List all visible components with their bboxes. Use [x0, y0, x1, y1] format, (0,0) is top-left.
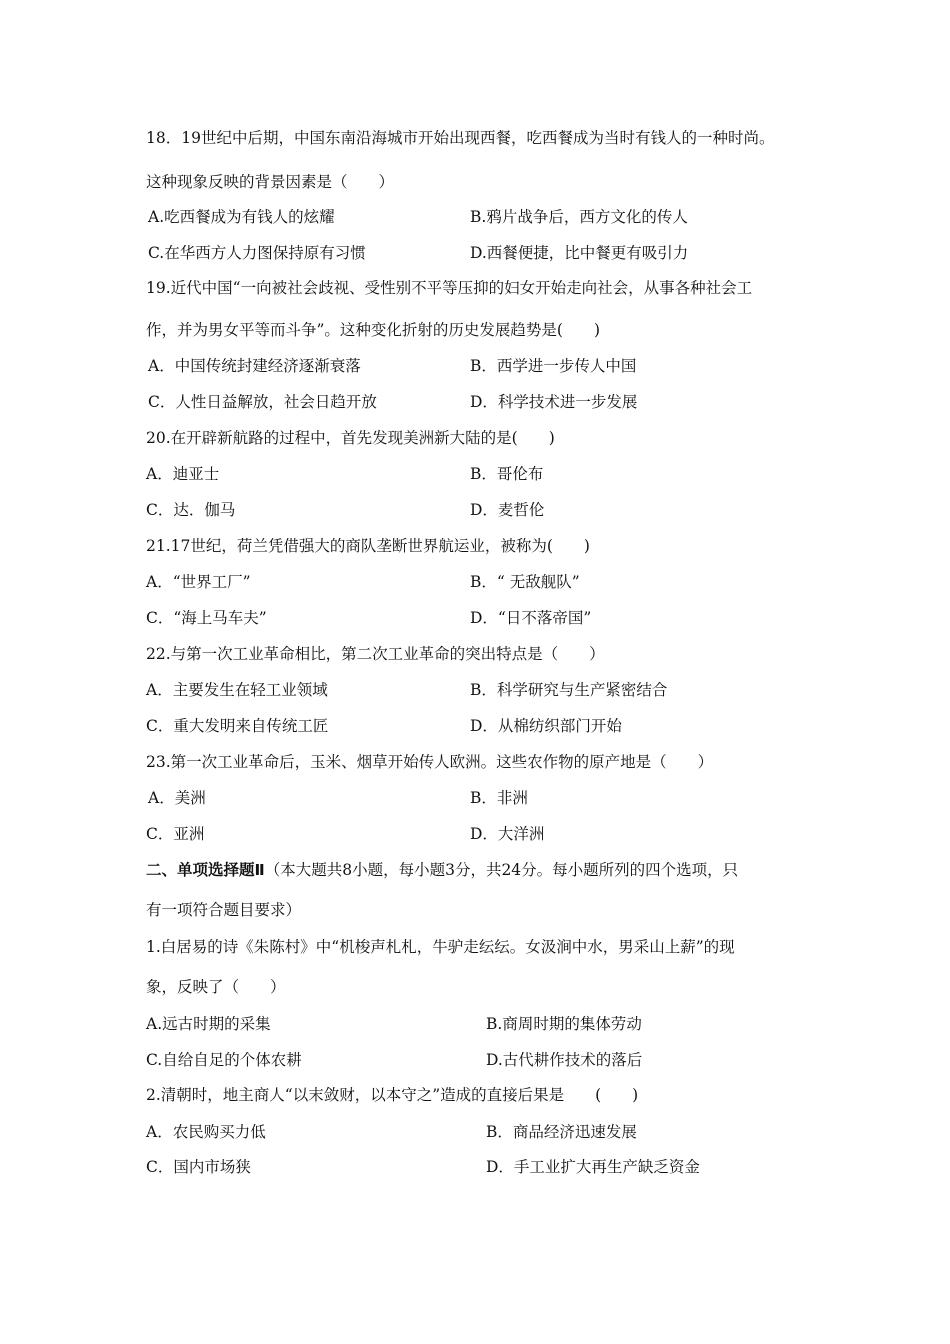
- part2-question-1-option-b: B.商周时期的集体劳动: [486, 1015, 642, 1033]
- question-18-option-a: A.吃西餐成为有钱人的炫耀: [148, 208, 335, 226]
- part2-question-1-option-a: A.远古时期的采集: [146, 1015, 271, 1033]
- question-23-option-b: B．非洲: [470, 789, 528, 807]
- question-19-option-c: C．人性日益解放，社会日趋开放: [148, 393, 377, 411]
- question-21-line-1: 21.17世纪，荷兰凭借强大的商队垄断世界航运业，被称为( ): [146, 537, 590, 555]
- question-19-option-b: B．西学进一步传人中国: [470, 357, 637, 375]
- section-2-description-line-2: 有一项符合题目要求）: [146, 901, 302, 919]
- part2-question-1-line-2: 象，反映了（ ）: [146, 978, 286, 996]
- part2-question-1-option-c: C.自给自足的个体农耕: [146, 1051, 302, 1069]
- section-2-description: （本大题共8小题，每小题3分，共24分。每小题所列的四个选项，只: [264, 861, 739, 879]
- question-20-option-b: B．哥伦布: [470, 465, 544, 483]
- question-20-option-d: D．麦哲伦: [470, 501, 545, 519]
- question-21-option-b: B．“ 无敌舰队”: [470, 573, 580, 591]
- question-19-line-2: 作，并为男女平等而斗争”。这种变化折射的历史发展趋势是( ): [146, 321, 601, 339]
- question-22-option-a: A．主要发生在轻工业领域: [146, 681, 328, 699]
- question-22-option-d: D．从棉纺织部门开始: [470, 717, 622, 735]
- question-23-option-c: C．亚洲: [146, 825, 205, 843]
- part2-question-2-option-d: D．手工业扩大再生产缺乏资金: [486, 1158, 700, 1176]
- question-23-line-1: 23.第一次工业革命后，玉米、烟草开始传人欧洲。这些农作物的原产地是（ ）: [146, 753, 714, 771]
- question-18-option-b: B.鸦片战争后，西方文化的传人: [470, 208, 688, 226]
- question-19-option-a: A．中国传统封建经济逐渐衰落: [148, 357, 361, 375]
- part2-question-2-option-b: B．商品经济迅速发展: [486, 1123, 637, 1141]
- question-19-line-1: 19.近代中国“一向被社会歧视、受性别不平等压抑的妇女开始走向社会，从事各种社会工: [146, 279, 753, 297]
- question-21-option-a: A．“世界工厂”: [146, 573, 251, 591]
- question-18-line-2: 这种现象反映的背景因素是（ ）: [146, 173, 395, 191]
- question-21-option-d: D．“日不落帝国”: [470, 609, 592, 627]
- question-18-option-c: C.在华西方人力图保持原有习惯: [148, 244, 366, 262]
- question-23-option-a: A．美洲: [148, 789, 206, 807]
- part2-question-2-option-c: C．国内市场狭: [146, 1158, 251, 1176]
- question-22-option-c: C．重大发明来自传统工匠: [146, 717, 329, 735]
- part2-question-1-line-1: 1.白居易的诗《朱陈村》中“机梭声札札，牛驴走纭纭。女汲涧中水，男采山上薪”的现: [146, 938, 735, 956]
- question-23-option-d: D．大洋洲: [470, 825, 545, 843]
- question-20-line-1: 20.在开辟新航路的过程中，首先发现美洲新大陆的是( ): [146, 429, 555, 447]
- part2-question-2-option-a: A．农民购买力低: [146, 1123, 266, 1141]
- question-20-option-c: C．达．伽马: [146, 501, 236, 519]
- section-2-title: 二、单项选择题Ⅱ: [146, 861, 265, 879]
- question-18-line-1: 18．19世纪中后期，中国东南沿海城市开始出现西餐，吃西餐成为当时有钱人的一种时尚。: [146, 129, 775, 147]
- question-22-option-b: B．科学研究与生产紧密结合: [470, 681, 668, 699]
- question-19-option-d: D．科学技术进一步发展: [470, 393, 638, 411]
- part2-question-2-line-1: 2.清朝时，地主商人“以末敛财，以本守之”造成的直接后果是 ( ): [146, 1086, 639, 1104]
- part2-question-1-option-d: D.古代耕作技术的落后: [486, 1051, 643, 1069]
- question-21-option-c: C．“海上马车夫”: [146, 609, 267, 627]
- question-18-option-d: D.西餐便捷，比中餐更有吸引力: [470, 244, 689, 262]
- question-20-option-a: A．迪亚士: [146, 465, 220, 483]
- section-2-header: [146, 858, 738, 880]
- question-22-line-1: 22.与第一次工业革命相比，第二次工业革命的突出特点是（ ）: [146, 645, 605, 663]
